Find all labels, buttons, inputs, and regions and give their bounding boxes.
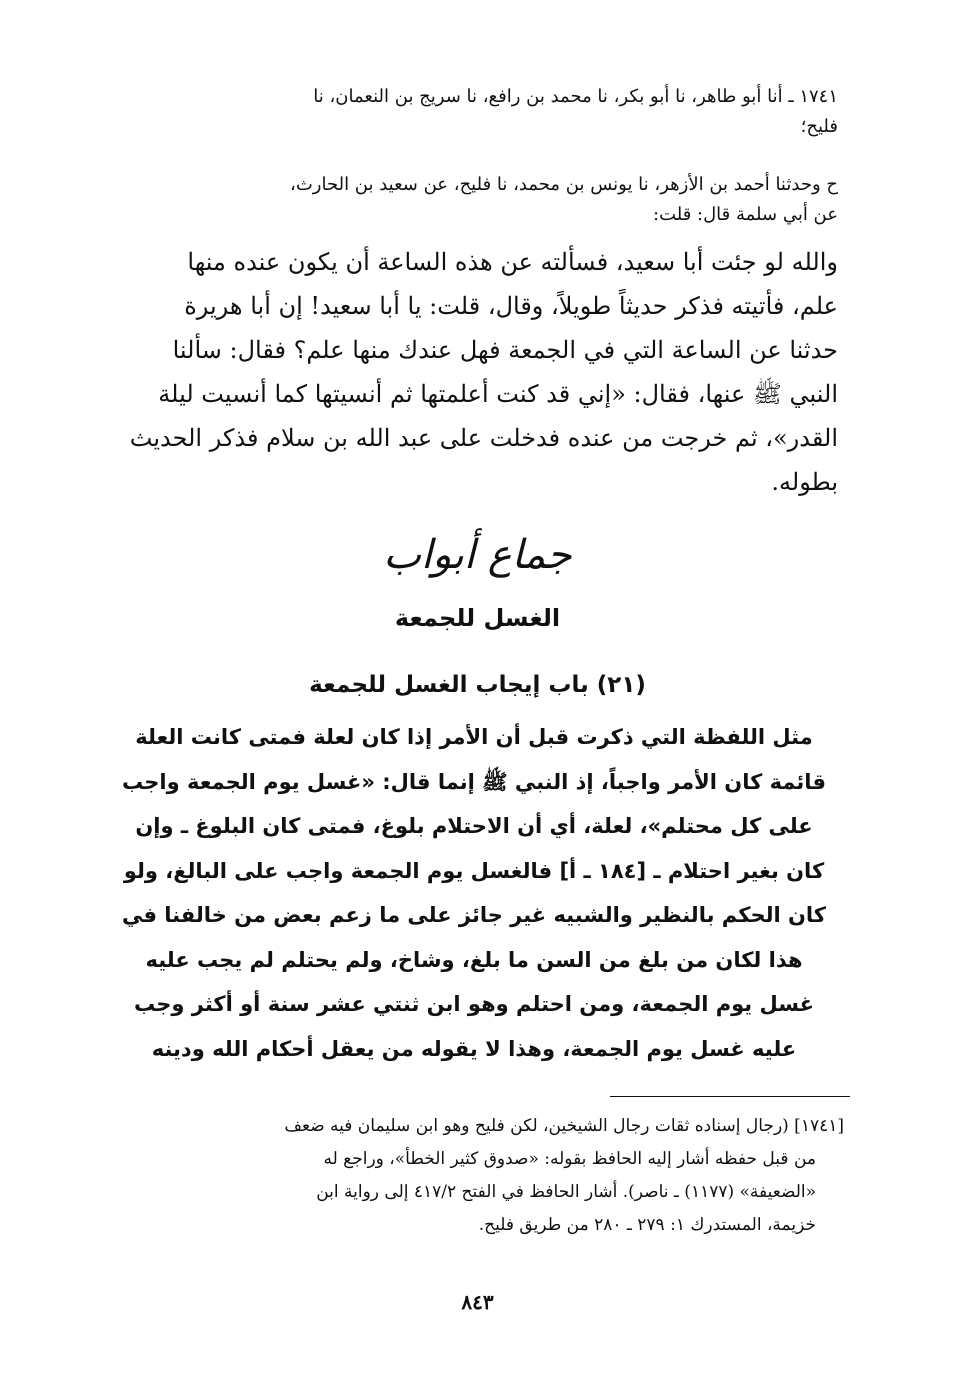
hadith-line: حدثنا عن الساعة التي في الجمعة فهل عندك منها علم؟ فقال: سألنا [172, 336, 838, 364]
isnad-line: فليح؛ [800, 116, 838, 137]
chapter-line: عليه غسل يوم الجمعة، وهذا لا يقوله من يعقل أحكام الله ودينه [151, 1036, 797, 1061]
chapter-text [112, 715, 836, 1071]
footnote-line: من قبل حفظه أشار إليه الحافظ بقوله: «صدوق كثير الخطأ»، وراجع له [323, 1149, 816, 1169]
chapter-line: هذا لكان من بلغ من السن ما بلغ، وشاخ، ولم يحتلم لم يجب عليه [145, 947, 803, 972]
chapter-line: كان الحكم بالنظير والشبيه غير جائز على ما زعم بعض من خالفنا في [121, 903, 827, 927]
chapter-line: مثل اللفظة التي ذكرت قبل أن الأمر إذا كان لعلة فمتى كانت العلة [135, 725, 813, 749]
isnad-line: عن أبي سلمة قال: قلت: [653, 204, 838, 225]
page-number: ٨٤٣ [461, 1290, 494, 1314]
hadith-line: والله لو جئت أبا سعيد، فسألته عن هذه الساعة أن يكون عنده منها [187, 248, 838, 276]
footnote-line: خزيمة، المستدرك ١: ٢٧٩ ـ ٢٨٠ من طريق فليح. [478, 1215, 816, 1235]
chapter-line: كان بغير احتلام ـ [١٨٤ ـ أ] فالغسل يوم الجمعة واجب على البالغ، ولو [123, 858, 825, 883]
isnad-line: ح وحدثنا أحمد بن الأزهر، نا يونس بن محمد، نا فليح، عن سعيد بن الحارث، [290, 174, 838, 195]
chapter-line: على كل محتلم»، لعلة، أي أن الاحتلام بلوغ، فمتى كان البلوغ ـ وإن [135, 814, 813, 838]
hadith-line: علم، فأتيته فذكر حديثاً طويلاً، وقال، قلت: يا أبا سعيد! إن أبا هريرة [184, 292, 838, 320]
footnote-separator [610, 1096, 850, 1097]
hadith-isnad-alt [108, 170, 838, 230]
hadith-line: بطوله. [771, 468, 838, 496]
hadith-line: القدر»، ثم خرجت من عنده فدخلت على عبد الله بن سلام فذكر الحديث [129, 424, 838, 452]
chapter-title: (٢١) باب إيجاب الغسل للجمعة [309, 672, 646, 698]
footnote [106, 1110, 844, 1242]
footnote-line: [١٧٤١] (رجال إسناده ثقات رجال الشيخين، لكن فليح وهو ابن سليمان فيه ضعف [284, 1116, 844, 1136]
hadith-isnad-1741 [108, 82, 838, 142]
chapter-line: غسل يوم الجمعة، ومن احتلم وهو ابن ثنتي عشر سنة أو أكثر وجب [134, 992, 814, 1016]
section-subtitle: الغسل للجمعة [394, 604, 561, 632]
chapter-line: قائمة كان الأمر واجباً، إذ النبي ﷺ إنما قال: «غسل يوم الجمعة واجب [122, 769, 826, 794]
hadith-text [108, 240, 838, 504]
footnote-line: «الضعيفة» (١١٧٧) ـ ناصر). أشار الحافظ في الفتح ٤١٧/٢ إلى رواية ابن [316, 1182, 816, 1202]
section-heading-calligraphy: جماع أبواب [383, 532, 572, 578]
hadith-line: النبي ﷺ عنها، فقال: «إني قد كنت أعلمتها ثم أنسيتها كما أنسيت ليلة [158, 380, 838, 408]
isnad-line: ١٧٤١ ـ أنا أبو طاهر، نا أبو بكر، نا محمد بن رافع، نا سريج بن النعمان، نا [313, 86, 838, 107]
